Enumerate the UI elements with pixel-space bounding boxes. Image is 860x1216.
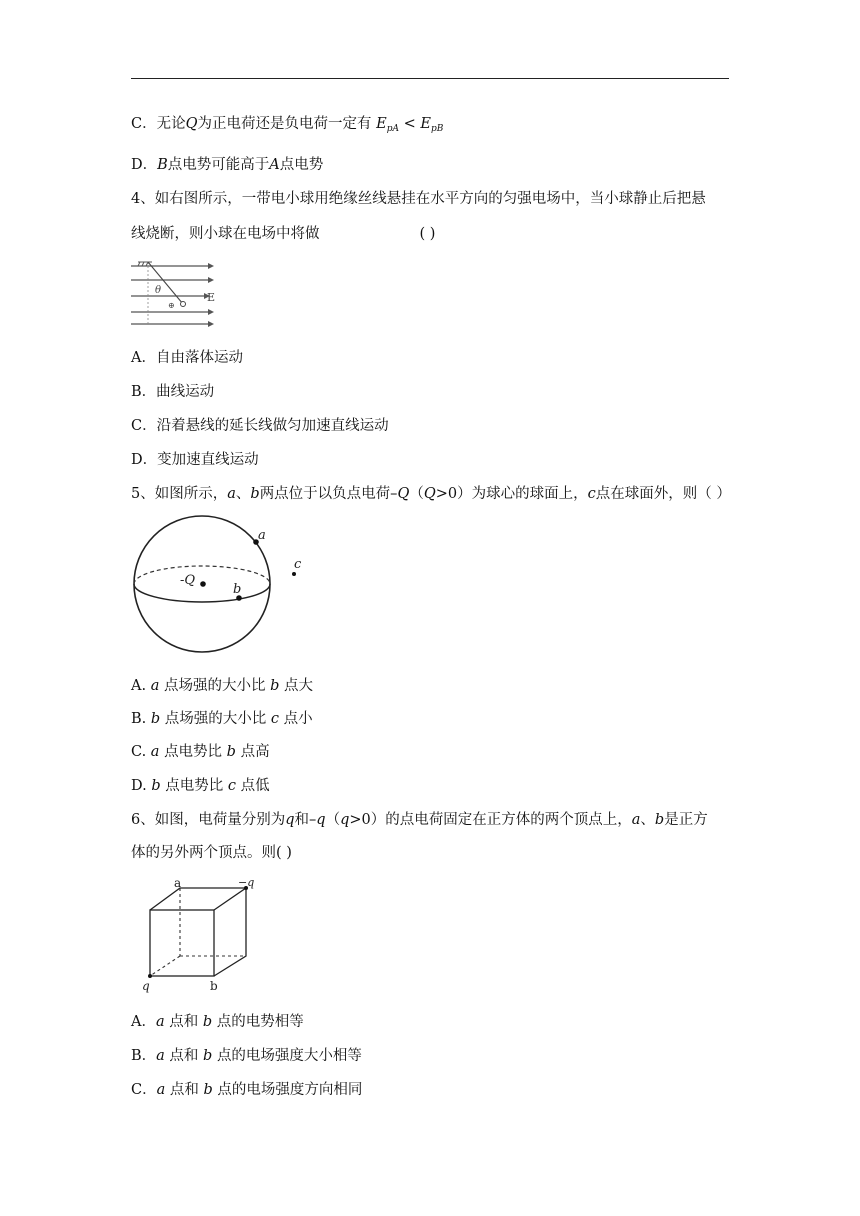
q5-option-c: C. a 点电势比 b 点高 <box>131 744 270 760</box>
q4-option-a: A．自由落体运动 <box>131 350 243 366</box>
q4-option-c: C．沿着悬线的延长线做匀加速直线运动 <box>131 418 389 434</box>
q5-option-a: A. a 点场强的大小比 b 点大 <box>131 678 313 694</box>
ball-charge-label: ⊕ <box>168 301 175 310</box>
q4-figure-pendulum <box>128 258 218 330</box>
q5-option-d: D. b 点电势比 c 点低 <box>131 778 270 794</box>
q6-option-c: C．a 点和 b 点的电场强度方向相同 <box>131 1082 363 1098</box>
q3-option-d: D．B点电势可能高于A点电势 <box>131 157 324 173</box>
q6-stem-line2: 体的另外两个顶点。则( ) <box>131 845 292 861</box>
q6-option-b: B．a 点和 b 点的电场强度大小相等 <box>131 1048 362 1064</box>
q6-figure-cube <box>134 876 269 998</box>
q5-figure-sphere <box>130 512 310 662</box>
q4-option-b: B．曲线运动 <box>131 384 215 400</box>
q4-stem-line1: 4、如右图所示，一带电小球用绝缘丝线悬挂在水平方向的匀强电场中，当小球静止后把悬 <box>131 191 706 207</box>
point-a-label: a <box>258 528 266 543</box>
q6-stem-line1: 6、如图，电荷量分别为q和–q（q>0）的点电荷固定在正方体的两个顶点上，a、b是正方 <box>131 812 708 828</box>
vertex-a-label: a <box>174 876 182 890</box>
charge-q-label: q <box>142 979 150 993</box>
charge-minus-q-label: −q <box>238 876 255 889</box>
theta-label: θ <box>155 285 162 296</box>
charge-q-label: -Q <box>180 573 196 588</box>
q4-option-d: D．变加速直线运动 <box>131 452 259 468</box>
vertex-b-label: b <box>210 979 218 993</box>
q3-option-c: C．无论Q为正电荷还是负电荷一定有 $E_{pA} < E_{pB}$ <box>131 116 444 134</box>
point-b-label: b <box>233 582 242 597</box>
q5-option-b: B. b 点场强的大小比 c 点小 <box>131 711 313 727</box>
point-c-label: c <box>294 557 302 572</box>
header-rule <box>131 78 729 79</box>
q6-option-a: A．a 点和 b 点的电势相等 <box>131 1014 304 1030</box>
q5-stem: 5、如图所示，a、b两点位于以负点电荷–Q（Q>0）为球心的球面上，c点在球面外，则（ ） <box>131 486 731 502</box>
field-e-label: E <box>207 291 216 304</box>
q4-stem-line2: 线烧断，则小球在电场中将做 ( ) <box>131 226 436 242</box>
